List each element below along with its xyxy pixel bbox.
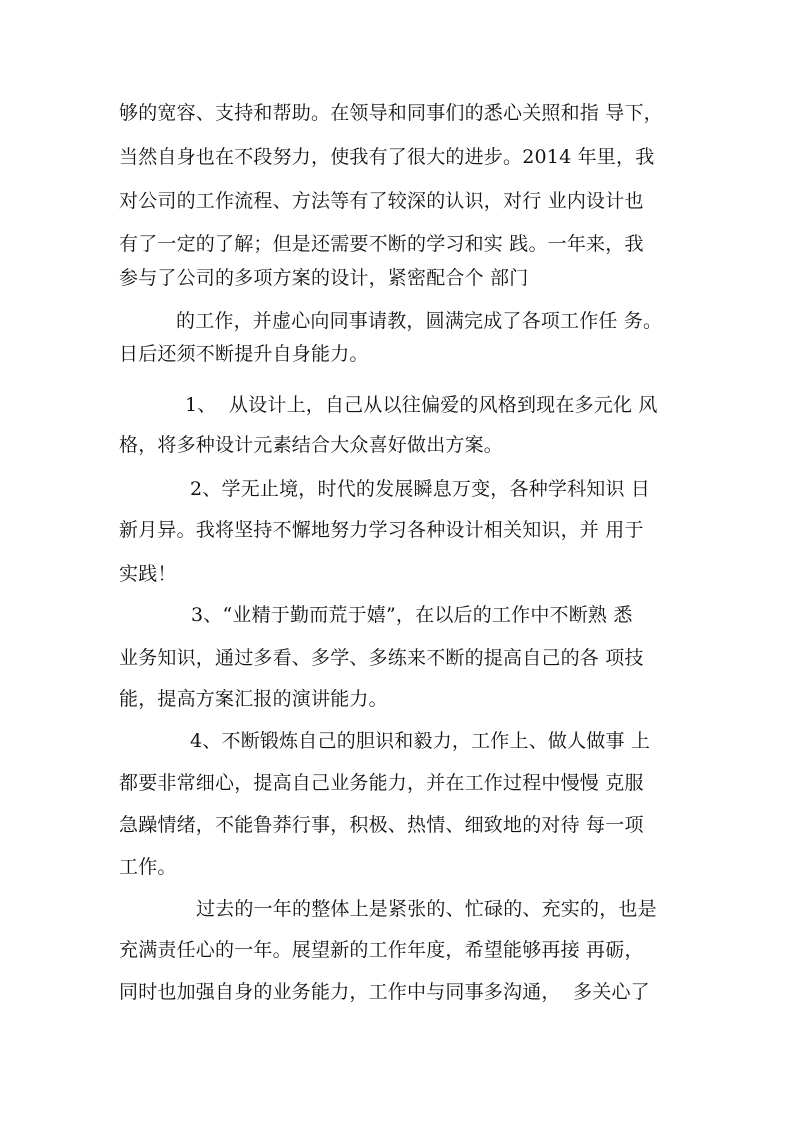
text-line: 4、不断锻炼自己的胆识和毅力，工作上、做人做事 上 [190, 730, 651, 752]
text-line: 过去的一年的整体上是紧张的、忙碌的、充实的，也是 [196, 898, 657, 920]
text-line: 新月异。我将坚持不懈地努力学习各种设计相关知识，并 用于 [119, 519, 644, 541]
text-line: 对公司的工作流程、方法等有了较深的认识，对行 业内设计也 [119, 190, 644, 212]
text-line: 2、学无止境，时代的发展瞬息万变，各种学科知识 日 [190, 478, 651, 500]
text-line: 工作。 [119, 856, 177, 878]
text-line: 3、“业精于勤而荒于嬉”，在以后的工作中不断熟 悉 [191, 604, 633, 626]
text-line: 日后还须不断提升自身能力。 [119, 343, 369, 365]
text-line: 同时也加强自身的业务能力，工作中与同事多沟通， 多关心了 [119, 981, 650, 1003]
text-line: 都要非常细心，提高自己业务能力，并在工作过程中慢慢 克服 [119, 772, 644, 794]
text-line: 实践！ [119, 563, 177, 585]
text-line: 能，提高方案汇报的演讲能力。 [119, 688, 388, 710]
text-line: 充满责任心的一年。展望新的工作年度，希望能够再接 再砺， [119, 939, 644, 961]
text-line: 业务知识，通过多看、多学、多练来不断的提高自己的各 项技 [119, 647, 644, 669]
text-line: 有了一定的了解；但是还需要不断的学习和实 践。一年来，我 [119, 233, 644, 255]
text-line: 参与了公司的多项方案的设计，紧密配合个 部门 [119, 267, 529, 289]
text-line: 的工作，并虚心向同事请教，圆满完成了各项工作任 务。 [176, 310, 663, 332]
text-line: 1、 从设计上，自己从以往偏爱的风格到现在多元化 风 [185, 394, 658, 416]
text-line: 够的宽容、支持和帮助。在领导和同事们的悉心关照和指 导下， [119, 102, 663, 124]
text-line: 格，将多种设计元素结合大众喜好做出方案。 [119, 434, 504, 456]
text-line: 急躁情绪，不能鲁莽行事，积极、热情、细致地的对待 每一项 [119, 814, 644, 836]
text-line: 当然自身也在不段努力，使我有了很大的进步。2014 年里，我 [119, 146, 655, 168]
